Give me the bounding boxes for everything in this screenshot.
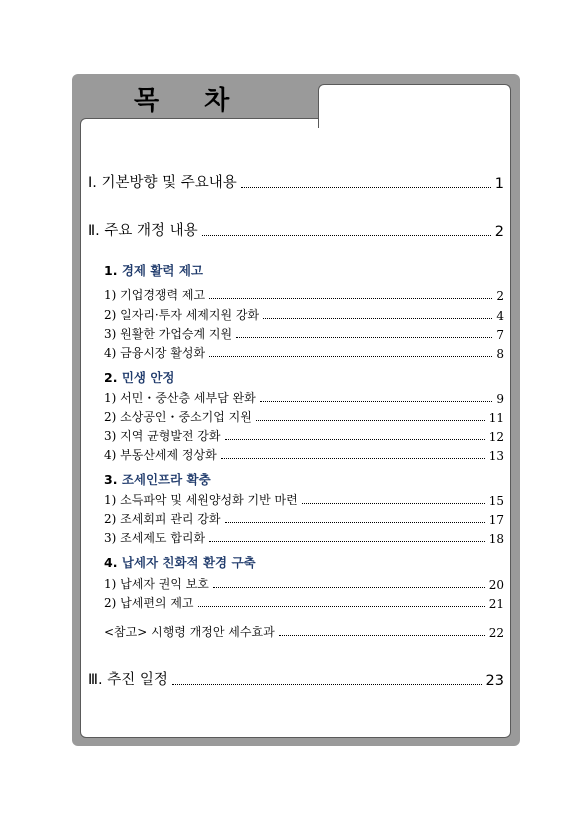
section-heading — [104, 261, 203, 279]
reference-row[interactable] — [104, 623, 504, 640]
item-label: 2) 납세편의 제고 — [104, 596, 194, 610]
toc-item[interactable] — [104, 510, 504, 527]
page-number: 23 — [485, 673, 504, 689]
item-label: 2) 소상공인・중소기업 지원 — [104, 410, 252, 424]
leader-dots — [279, 635, 485, 636]
item-label: 4) 부동산세제 정상화 — [104, 448, 217, 462]
page-number: 21 — [488, 597, 504, 611]
page-number: 9 — [496, 392, 504, 406]
section-label: 경제 활력 제고 — [121, 263, 203, 278]
toc-item[interactable] — [104, 446, 504, 463]
page-number: 1 — [494, 176, 504, 192]
leader-dots — [209, 298, 492, 299]
leader-dots — [260, 401, 493, 402]
toc-item[interactable] — [104, 427, 504, 444]
leader-dots — [263, 318, 492, 319]
page-number: 13 — [488, 449, 504, 463]
chapter-label: Ⅱ. 주요 개정 내용 — [88, 223, 198, 239]
toc-item[interactable] — [104, 529, 504, 546]
section-heading — [104, 470, 211, 488]
page-number: 20 — [488, 578, 504, 592]
page-number: 7 — [496, 328, 504, 342]
item-label: 1) 납세자 권익 보호 — [104, 577, 209, 591]
toc-item[interactable] — [104, 389, 504, 406]
item-label: 3) 조세제도 합리화 — [104, 531, 206, 545]
toc-item[interactable] — [104, 306, 504, 323]
page-number: 15 — [488, 494, 504, 508]
item-label: 2) 일자리·투자 세제지원 강화 — [104, 308, 260, 322]
leader-dots — [209, 541, 485, 542]
page-number: 12 — [488, 430, 504, 444]
item-label: 1) 기업경쟁력 제고 — [104, 288, 206, 302]
toc-item[interactable] — [104, 575, 504, 592]
section-label: 민생 안정 — [121, 370, 175, 385]
leader-dots — [213, 587, 485, 588]
chapter-row[interactable] — [88, 219, 504, 240]
page-number: 4 — [496, 309, 504, 323]
toc-item[interactable] — [104, 344, 504, 361]
page-number: 8 — [496, 347, 504, 361]
toc-item[interactable] — [104, 491, 504, 508]
section-label: 납세자 친화적 환경 구축 — [121, 555, 256, 570]
item-label: 2) 조세회피 관리 강화 — [104, 512, 221, 526]
reference-label: <참고> 시행령 개정안 세수효과 — [104, 625, 275, 639]
page-number: 17 — [488, 513, 504, 527]
chapter-row[interactable] — [88, 668, 504, 689]
section-heading — [104, 553, 256, 571]
section-number: 2. — [104, 370, 118, 385]
item-label: 4) 금융시장 활성화 — [104, 346, 206, 360]
page-number: 2 — [496, 289, 504, 303]
section-number: 4. — [104, 555, 118, 570]
leader-dots — [209, 356, 492, 357]
section-number: 1. — [104, 263, 118, 278]
page-number: 18 — [488, 532, 504, 546]
leader-dots — [302, 503, 485, 504]
toc-item[interactable] — [104, 594, 504, 611]
item-label: 3) 원활한 가업승계 지원 — [104, 327, 233, 341]
leader-dots — [256, 420, 485, 421]
leader-dots — [198, 606, 485, 607]
leader-dots — [241, 187, 491, 188]
page-number: 11 — [488, 411, 504, 425]
toc-title: 목 차 — [134, 86, 248, 116]
section-number: 3. — [104, 472, 118, 487]
section-label: 조세인프라 확충 — [121, 472, 211, 487]
page-number: 22 — [488, 626, 504, 640]
leader-dots — [236, 337, 492, 338]
leader-dots — [225, 522, 485, 523]
chapter-row[interactable] — [88, 171, 504, 192]
item-label: 1) 서민・중산층 세부담 완화 — [104, 391, 256, 405]
toc-item[interactable] — [104, 408, 504, 425]
page-number: 2 — [494, 224, 504, 240]
toc-item[interactable] — [104, 325, 504, 342]
toc-item[interactable] — [104, 286, 504, 303]
item-label: 1) 소득파악 및 세원양성화 기반 마련 — [104, 493, 298, 507]
leader-dots — [221, 458, 485, 459]
chapter-label: Ⅰ. 기본방향 및 주요내용 — [88, 175, 237, 191]
item-label: 3) 지역 균형발전 강화 — [104, 429, 221, 443]
leader-dots — [202, 235, 491, 236]
chapter-label: Ⅲ. 추진 일정 — [88, 672, 168, 688]
leader-dots — [172, 684, 482, 685]
tab-notch — [318, 84, 511, 128]
leader-dots — [225, 439, 485, 440]
section-heading — [104, 368, 174, 386]
